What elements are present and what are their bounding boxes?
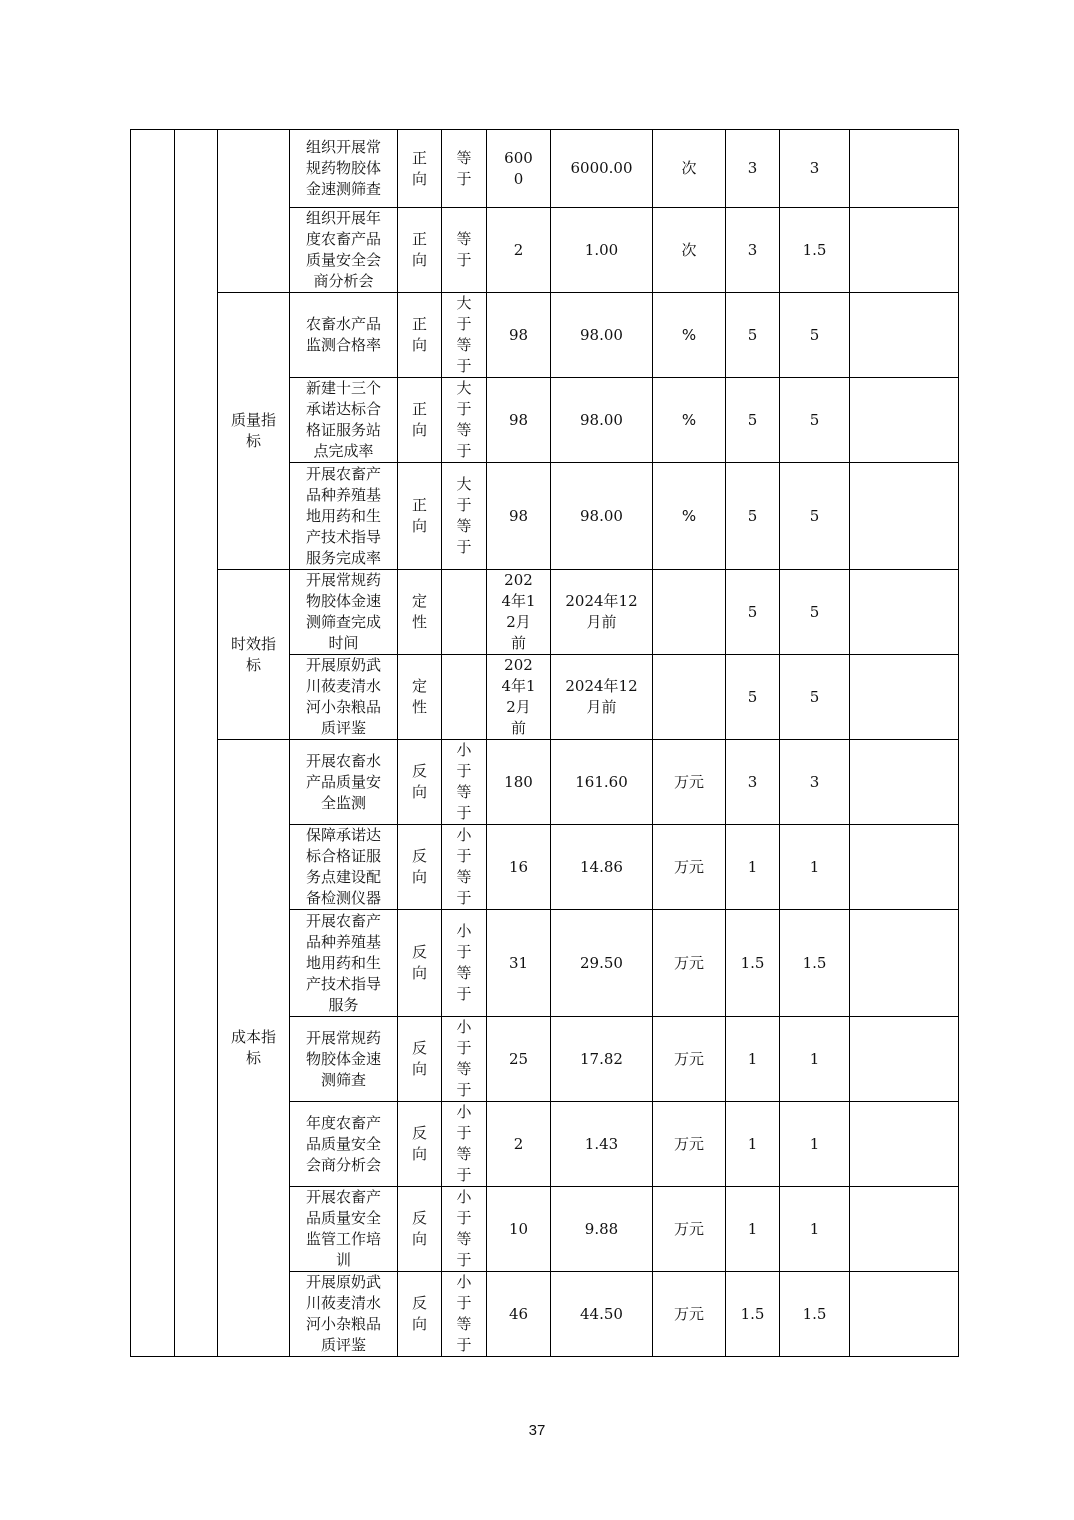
actual-value: 9.88 xyxy=(584,1219,619,1238)
indicator-name: 组织开展常规药物胶体金速测筛查 xyxy=(305,138,381,198)
comparison-operator-cell xyxy=(442,1187,487,1272)
target-value-cell xyxy=(487,130,551,208)
comparison-operator-cell xyxy=(442,655,487,740)
indicator-direction-cell xyxy=(398,208,442,293)
achieved-score: 5 xyxy=(809,687,820,706)
weight-score: 5 xyxy=(747,687,758,706)
weight-score-cell xyxy=(726,130,780,208)
achieved-score: 1.5 xyxy=(802,953,827,972)
comparison-operator: 小于等于 xyxy=(456,1188,472,1269)
weight-score: 1.5 xyxy=(740,953,765,972)
target-value-cell xyxy=(487,293,551,378)
achieved-score-cell xyxy=(780,1272,850,1357)
weight-score: 3 xyxy=(747,159,758,177)
note-cell xyxy=(850,130,959,208)
actual-value-cell xyxy=(551,463,653,570)
unit: 次 xyxy=(681,159,697,177)
weight-score-cell xyxy=(726,293,780,378)
target-value: 2024年12月前 xyxy=(501,571,536,652)
weight-score-cell xyxy=(726,910,780,1017)
indicator-direction: 反向 xyxy=(411,1124,427,1163)
unit-cell xyxy=(653,293,726,378)
note-cell xyxy=(850,1102,959,1187)
comparison-operator-cell xyxy=(442,208,487,293)
indicator-name: 开展农畜产品质量安全监管工作培训 xyxy=(305,1188,381,1269)
actual-value: 2024年12月前 xyxy=(565,677,638,716)
indicator-direction-cell xyxy=(398,1187,442,1272)
indicator-direction-cell xyxy=(398,463,442,570)
target-value-cell xyxy=(487,463,551,570)
level2-blank-cell xyxy=(175,130,218,1357)
comparison-operator-cell xyxy=(442,740,487,825)
unit: 万元 xyxy=(673,1219,704,1238)
achieved-score-cell xyxy=(780,293,850,378)
weight-score: 1 xyxy=(747,1134,758,1153)
weight-score: 1.5 xyxy=(740,1304,765,1323)
indicator-direction-cell xyxy=(398,378,442,463)
indicator-name-cell xyxy=(290,1017,398,1102)
target-value: 46 xyxy=(508,1304,529,1323)
weight-score: 5 xyxy=(747,325,758,344)
target-value-cell xyxy=(487,1272,551,1357)
indicator-direction-cell xyxy=(398,910,442,1017)
unit-cell xyxy=(653,1017,726,1102)
target-value-cell xyxy=(487,655,551,740)
indicator-name-cell xyxy=(290,740,398,825)
target-value: 2 xyxy=(513,1134,524,1153)
weight-score-cell xyxy=(726,1017,780,1102)
unit-cell xyxy=(653,655,726,740)
unit: % xyxy=(681,506,697,525)
actual-value: 98.00 xyxy=(580,410,623,429)
target-value-cell xyxy=(487,378,551,463)
achieved-score-cell xyxy=(780,570,850,655)
comparison-operator-cell xyxy=(442,130,487,208)
indicator-name: 开展农畜产品种养殖基地用药和生产技术指导服务 xyxy=(305,911,381,1014)
indicator-name-cell xyxy=(290,1187,398,1272)
level1-blank-cell xyxy=(131,130,175,1357)
achieved-score-cell xyxy=(780,208,850,293)
indicator-name-cell xyxy=(290,293,398,378)
indicator-direction: 反向 xyxy=(411,1209,427,1248)
comparison-operator: 小于等于 xyxy=(456,1018,472,1099)
indicator-direction: 正向 xyxy=(411,315,427,354)
indicator-direction-cell xyxy=(398,130,442,208)
indicator-direction-cell xyxy=(398,740,442,825)
target-value-cell xyxy=(487,1187,551,1272)
achieved-score: 1 xyxy=(809,1049,820,1068)
table-row xyxy=(131,740,959,825)
actual-value-cell xyxy=(551,825,653,910)
comparison-operator-cell xyxy=(442,825,487,910)
indicator-name: 开展农畜水产品质量安全监测 xyxy=(305,751,381,812)
indicator-name: 新建十三个承诺达标合格证服务站点完成率 xyxy=(305,379,381,460)
comparison-operator-cell xyxy=(442,1102,487,1187)
note-cell xyxy=(850,1017,959,1102)
indicator-name: 开展原奶武川莜麦清水河小杂粮品质评鉴 xyxy=(305,656,381,737)
unit: 万元 xyxy=(673,1049,704,1068)
indicator-direction: 反向 xyxy=(411,1039,427,1078)
target-value: 2024年12月前 xyxy=(501,656,536,737)
achieved-score-cell xyxy=(780,1187,850,1272)
achieved-score: 1 xyxy=(809,857,820,876)
achieved-score-cell xyxy=(780,463,850,570)
weight-score: 5 xyxy=(747,506,758,525)
target-value: 25 xyxy=(508,1049,529,1068)
target-value-cell xyxy=(487,910,551,1017)
actual-value-cell xyxy=(551,570,653,655)
unit-cell xyxy=(653,1187,726,1272)
unit-cell xyxy=(653,910,726,1017)
unit-cell xyxy=(653,208,726,293)
category-cost-cell xyxy=(218,740,290,1357)
actual-value-cell xyxy=(551,1102,653,1187)
achieved-score: 5 xyxy=(809,325,820,344)
indicator-direction: 正向 xyxy=(411,230,427,269)
comparison-operator-cell xyxy=(442,293,487,378)
achieved-score: 5 xyxy=(809,602,820,621)
category-label: 质量指标 xyxy=(231,411,277,450)
indicator-direction-cell xyxy=(398,1272,442,1357)
indicator-name: 保障承诺达标合格证服务点建设配备检测仪器 xyxy=(305,826,381,907)
target-value-cell xyxy=(487,208,551,293)
weight-score-cell xyxy=(726,825,780,910)
achieved-score: 3 xyxy=(809,159,820,177)
indicator-name-cell xyxy=(290,130,398,208)
comparison-operator: 小于等于 xyxy=(456,1103,472,1184)
actual-value: 1.00 xyxy=(584,240,619,259)
indicator-direction: 反向 xyxy=(411,762,427,801)
unit: 万元 xyxy=(673,953,704,972)
actual-value-cell xyxy=(551,1017,653,1102)
comparison-operator: 大于等于 xyxy=(456,379,472,460)
indicator-name-cell xyxy=(290,378,398,463)
unit-cell xyxy=(653,378,726,463)
comparison-operator: 大于等于 xyxy=(456,475,472,556)
actual-value: 6000.00 xyxy=(570,159,633,177)
indicator-name: 开展常规药物胶体金速测筛查 xyxy=(305,1028,381,1089)
comparison-operator-cell xyxy=(442,910,487,1017)
comparison-operator: 大于等于 xyxy=(456,294,472,375)
indicator-name-cell xyxy=(290,655,398,740)
note-cell xyxy=(850,740,959,825)
actual-value: 98.00 xyxy=(580,325,623,344)
weight-score: 5 xyxy=(747,410,758,429)
comparison-operator: 小于等于 xyxy=(456,826,472,907)
indicator-direction: 反向 xyxy=(411,1294,427,1333)
unit-cell xyxy=(653,825,726,910)
achieved-score-cell xyxy=(780,910,850,1017)
table-row xyxy=(131,293,959,378)
indicator-direction-cell xyxy=(398,570,442,655)
indicator-name-cell xyxy=(290,570,398,655)
unit: % xyxy=(681,410,697,429)
indicator-name: 开展原奶武川莜麦清水河小杂粮品质评鉴 xyxy=(305,1273,381,1354)
level3-blank-cell xyxy=(218,130,290,293)
unit-cell xyxy=(653,130,726,208)
unit-cell xyxy=(653,1272,726,1357)
indicator-name-cell xyxy=(290,463,398,570)
note-cell xyxy=(850,463,959,570)
weight-score: 1 xyxy=(747,857,758,876)
comparison-operator: 小于等于 xyxy=(456,741,472,822)
category-label: 时效指标 xyxy=(231,634,277,674)
weight-score-cell xyxy=(726,378,780,463)
indicator-direction: 反向 xyxy=(411,943,427,982)
indicator-name-cell xyxy=(290,1272,398,1357)
indicator-direction-cell xyxy=(398,655,442,740)
unit: % xyxy=(681,325,697,344)
comparison-operator-cell xyxy=(442,570,487,655)
comparison-operator-cell xyxy=(442,463,487,570)
note-cell xyxy=(850,208,959,293)
target-value: 2 xyxy=(513,240,524,259)
actual-value: 2024年12月前 xyxy=(565,592,638,631)
comparison-operator-cell xyxy=(442,1017,487,1102)
achieved-score-cell xyxy=(780,825,850,910)
indicator-direction: 正向 xyxy=(411,496,427,535)
weight-score-cell xyxy=(726,463,780,570)
actual-value: 14.86 xyxy=(580,857,623,876)
unit: 万元 xyxy=(673,857,704,876)
indicator-name: 开展农畜产品种养殖基地用药和生产技术指导服务完成率 xyxy=(305,464,381,567)
target-value: 31 xyxy=(508,953,529,972)
actual-value-cell xyxy=(551,130,653,208)
indicator-direction: 反向 xyxy=(411,847,427,886)
unit: 万元 xyxy=(673,1134,704,1153)
weight-score-cell xyxy=(726,1272,780,1357)
comparison-operator-cell xyxy=(442,1272,487,1357)
target-value-cell xyxy=(487,1017,551,1102)
achieved-score: 3 xyxy=(809,772,820,791)
actual-value-cell xyxy=(551,655,653,740)
note-cell xyxy=(850,293,959,378)
achieved-score: 5 xyxy=(809,410,820,429)
indicator-name-cell xyxy=(290,825,398,910)
indicator-direction: 正向 xyxy=(411,148,427,188)
target-value-cell xyxy=(487,1102,551,1187)
weight-score-cell xyxy=(726,655,780,740)
achieved-score-cell xyxy=(780,740,850,825)
target-value: 98 xyxy=(508,410,529,429)
weight-score: 5 xyxy=(747,602,758,621)
actual-value: 1.43 xyxy=(584,1134,619,1153)
note-cell xyxy=(850,378,959,463)
note-cell xyxy=(850,825,959,910)
weight-score-cell xyxy=(726,570,780,655)
comparison-operator: 等于 xyxy=(456,148,472,188)
weight-score-cell xyxy=(726,1102,780,1187)
indicator-name-cell xyxy=(290,208,398,293)
achieved-score: 1 xyxy=(809,1134,820,1153)
note-cell xyxy=(850,1272,959,1357)
achieved-score-cell xyxy=(780,130,850,208)
indicator-name-cell xyxy=(290,1102,398,1187)
actual-value-cell xyxy=(551,293,653,378)
table-row xyxy=(131,570,959,655)
weight-score-cell xyxy=(726,208,780,293)
indicator-name: 年度农畜产品质量安全会商分析会 xyxy=(305,1113,381,1174)
achieved-score-cell xyxy=(780,1102,850,1187)
category-time-cell xyxy=(218,570,290,740)
unit-cell xyxy=(653,570,726,655)
indicator-name: 开展常规药物胶体金速测筛查完成时间 xyxy=(305,571,381,652)
target-value: 16 xyxy=(508,857,529,876)
actual-value-cell xyxy=(551,208,653,293)
actual-value-cell xyxy=(551,910,653,1017)
unit-cell xyxy=(653,740,726,825)
category-quality-cell xyxy=(218,293,290,570)
achieved-score: 1.5 xyxy=(802,1304,827,1323)
unit-cell xyxy=(653,1102,726,1187)
target-value: 98 xyxy=(508,325,529,344)
note-cell xyxy=(850,570,959,655)
weight-score: 1 xyxy=(747,1219,758,1238)
comparison-operator-cell xyxy=(442,378,487,463)
target-value: 180 xyxy=(504,772,533,791)
performance-indicator-table xyxy=(130,129,959,1357)
indicator-direction: 正向 xyxy=(411,400,427,439)
weight-score: 3 xyxy=(747,240,758,259)
achieved-score-cell xyxy=(780,378,850,463)
comparison-operator: 小于等于 xyxy=(456,922,472,1003)
weight-score-cell xyxy=(726,1187,780,1272)
note-cell xyxy=(850,655,959,740)
achieved-score-cell xyxy=(780,655,850,740)
indicator-name: 农畜水产品监测合格率 xyxy=(305,315,381,354)
achieved-score: 1 xyxy=(809,1219,820,1238)
achieved-score-cell xyxy=(780,1017,850,1102)
actual-value-cell xyxy=(551,1272,653,1357)
indicator-name: 组织开展年度农畜产品质量安全会商分析会 xyxy=(305,209,381,290)
unit-cell xyxy=(653,463,726,570)
actual-value: 17.82 xyxy=(580,1049,623,1068)
indicator-direction: 定性 xyxy=(411,592,427,631)
note-cell xyxy=(850,1187,959,1272)
target-value-cell xyxy=(487,825,551,910)
actual-value: 161.60 xyxy=(575,772,628,791)
target-value: 10 xyxy=(508,1219,529,1238)
indicator-direction-cell xyxy=(398,825,442,910)
indicator-direction: 定性 xyxy=(411,677,427,716)
indicator-direction-cell xyxy=(398,1017,442,1102)
actual-value-cell xyxy=(551,1187,653,1272)
unit: 次 xyxy=(681,240,697,259)
comparison-operator: 等于 xyxy=(456,230,472,269)
note-cell xyxy=(850,910,959,1017)
weight-score: 3 xyxy=(747,772,758,791)
actual-value: 44.50 xyxy=(580,1304,623,1323)
table-row xyxy=(131,130,959,208)
indicator-name-cell xyxy=(290,910,398,1017)
comparison-operator: 小于等于 xyxy=(456,1273,472,1354)
page-number: 37 xyxy=(528,1422,546,1439)
category-label: 成本指标 xyxy=(231,1028,277,1067)
actual-value: 98.00 xyxy=(580,506,623,525)
actual-value-cell xyxy=(551,378,653,463)
unit: 万元 xyxy=(673,1304,704,1323)
unit: 万元 xyxy=(673,772,704,791)
target-value: 6000 xyxy=(504,148,533,188)
actual-value-cell xyxy=(551,740,653,825)
achieved-score: 1.5 xyxy=(802,240,827,259)
actual-value: 29.50 xyxy=(580,953,623,972)
weight-score: 1 xyxy=(747,1049,758,1068)
weight-score-cell xyxy=(726,740,780,825)
target-value: 98 xyxy=(508,506,529,525)
target-value-cell xyxy=(487,570,551,655)
indicator-direction-cell xyxy=(398,293,442,378)
indicator-direction-cell xyxy=(398,1102,442,1187)
target-value-cell xyxy=(487,740,551,825)
achieved-score: 5 xyxy=(809,506,820,525)
